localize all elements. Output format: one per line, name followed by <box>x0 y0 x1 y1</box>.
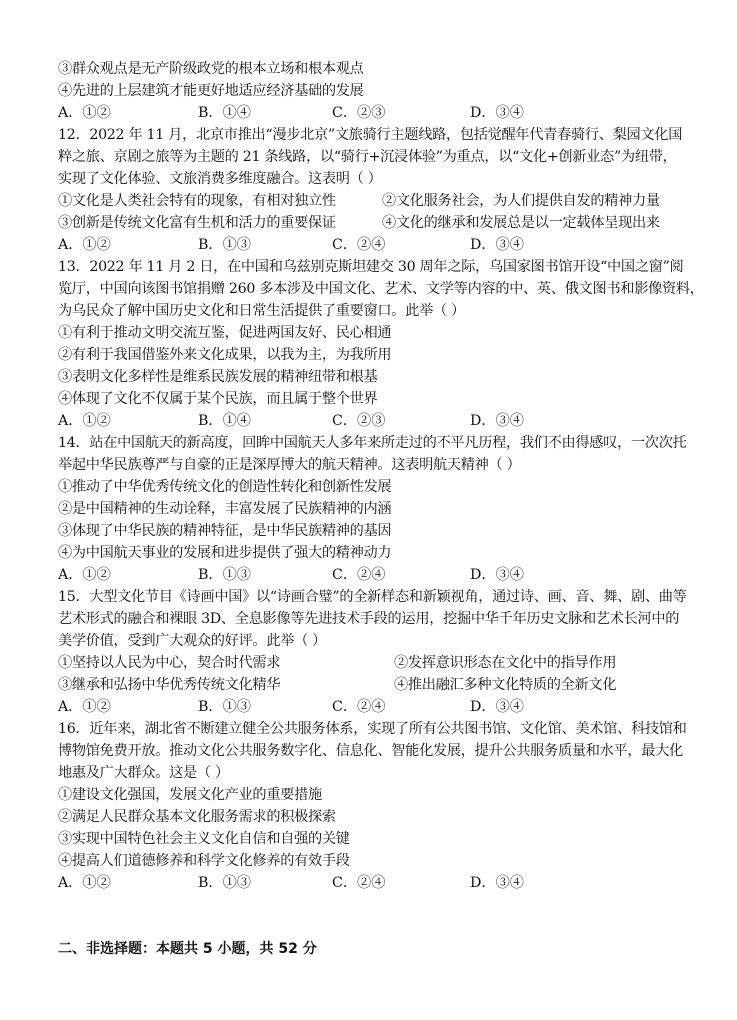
option-a[interactable]: A．①② <box>58 237 111 253</box>
q16-statement-1: ①建设文化强国，发展文化产业的重要措施 <box>58 787 322 803</box>
q12-options <box>58 234 698 254</box>
q16-stem-line-1: 16．近年来，湖北省不断建立健全公共服务体系，实现了所有公共图书馆、文化馆、美术馆、科技馆和 <box>58 721 687 737</box>
q14-statement-1: ①推动了中华优秀传统文化的创造性转化和创新性发展 <box>58 479 392 495</box>
q12-stem-line-3: 实现了文化体验、文旅消费多维度融合。这表明（ ） <box>58 171 382 187</box>
option-a[interactable]: A．①② <box>58 567 111 583</box>
q13-statement-2: ②有利于我国借鉴外来文化成果，以我为主，为我所用 <box>58 347 392 363</box>
q12-statement-1: ①文化是人类社会特有的现象，有相对独立性 <box>58 193 336 209</box>
option-d[interactable]: D．③④ <box>470 567 524 583</box>
q16-options <box>58 872 698 892</box>
option-d[interactable]: D．③④ <box>470 237 524 253</box>
option-c[interactable]: C．②④ <box>332 567 386 583</box>
q16-statement-4: ④提高人们道德修养和科学文化修养的有效手段 <box>58 853 350 869</box>
q14-options <box>58 564 698 584</box>
option-c[interactable]: C．②④ <box>332 699 386 715</box>
q15-stem-line-1: 15．大型文化节目《诗画中国》以“诗画合璧”的全新样态和新颖视角，通过诗、画、音、舞、剧、曲等 <box>58 589 687 605</box>
option-b[interactable]: B．①③ <box>198 567 251 583</box>
q12-statement-4: ④文化的继承和发展总是以一定载体呈现出来 <box>382 215 660 231</box>
option-c[interactable]: C．②④ <box>332 237 386 253</box>
q14-stem-line-1: 14．站在中国航天的新高度，回眸中国航天人多年来所走过的不平凡历程，我们不由得感叹，一次次托 <box>58 435 687 451</box>
q13-options <box>58 410 698 430</box>
prev-statement-3: ③群众观点是无产阶级政党的根本立场和根本观点 <box>58 61 364 77</box>
q14-statement-3: ③体现了中华民族的精神特征，是中华民族精神的基因 <box>58 523 392 539</box>
q12-statements-row-1 <box>58 190 698 210</box>
q12-stem-line-1: 12．2022 年 11 月，北京市推出“漫步北京”文旅骑行主题线路，包括觉醒年代青春骑行、梨园文化国 <box>58 127 683 143</box>
option-a[interactable]: A．①② <box>58 875 111 891</box>
prev-statement-4: ④先进的上层建筑才能更好地适应经济基础的发展 <box>58 83 364 99</box>
option-c[interactable]: C．②③ <box>332 413 386 429</box>
option-a[interactable]: A．①② <box>58 699 111 715</box>
option-c[interactable]: C．②③ <box>332 105 386 121</box>
option-a[interactable]: A．①② <box>58 105 111 121</box>
q13-stem-line-3: 为乌民众了解中国历史文化和日常生活提供了重要窗口。此举（ ） <box>58 303 465 319</box>
q15-stem-line-2: 艺术形式的融合和裸眼 3D、全息影像等先进技术手段的运用，挖掘中华千年历史文脉和艺术长河中的 <box>58 611 680 627</box>
prev-options <box>58 102 698 122</box>
option-d[interactable]: D．③④ <box>470 875 524 891</box>
q13-stem-line-2: 览厅，中国向该图书馆捐赠 260 多本涉及中国文化、艺术、文学等内容的中、英、俄文图书和影像资料， <box>58 281 704 297</box>
option-a[interactable]: A．①② <box>58 413 111 429</box>
q15-statement-4: ④推出融汇多种文化特质的全新文化 <box>394 677 617 693</box>
q12-statements-row-2 <box>58 212 698 232</box>
q15-statement-3: ③继承和弘扬中华优秀传统文化精华 <box>58 677 281 693</box>
option-d[interactable]: D．③④ <box>470 699 524 715</box>
option-d[interactable]: D．③④ <box>470 105 524 121</box>
q13-statement-1: ①有利于推动文明交流互鉴，促进两国友好、民心相通 <box>58 325 392 341</box>
q16-statement-2: ②满足人民群众基本文化服务需求的积极探索 <box>58 809 336 825</box>
option-b[interactable]: B．①③ <box>198 699 251 715</box>
option-c[interactable]: C．②④ <box>332 875 386 891</box>
q15-statements-row-1 <box>58 652 698 672</box>
q12-statement-2: ②文化服务社会，为人们提供自发的精神力量 <box>382 193 660 209</box>
q13-statement-3: ③表明文化多样性是维系民族发展的精神纽带和根基 <box>58 369 378 385</box>
q13-statement-4: ④体现了文化不仅属于某个民族，而且属于整个世界 <box>58 391 378 407</box>
q15-stem-line-3: 美学价值，受到广大观众的好评。此举（ ） <box>58 633 327 649</box>
q14-statement-2: ②是中国精神的生动诠释，丰富发展了民族精神的内涵 <box>58 501 392 517</box>
q15-statements-row-2 <box>58 674 698 694</box>
q14-statement-4: ④为中国航天事业的发展和进步提供了强大的精神动力 <box>58 545 392 561</box>
q15-statement-1: ①坚持以人民为中心，契合时代需求 <box>58 655 281 671</box>
option-d[interactable]: D．③④ <box>470 413 524 429</box>
q16-statement-3: ③实现中国特色社会主义文化自信和自强的关键 <box>58 831 350 847</box>
q13-stem-line-1: 13．2022 年 11 月 2 日，在中国和乌兹别克斯坦建交 30 周年之际，乌国家图书馆开设“中国之窗”阅 <box>58 259 684 275</box>
q15-statement-2: ②发挥意识形态在文化中的指导作用 <box>394 655 617 671</box>
q12-stem-line-2: 粹之旅、京剧之旅等为主题的 21 条线路，以“骑行+沉浸体验”为重点，以“文化+创新业态”为纽带， <box>58 149 677 165</box>
q14-stem-line-2: 举起中华民族尊严与自豪的正是深厚博大的航天精神。这表明航天精神（ ） <box>58 457 521 473</box>
option-b[interactable]: B．①④ <box>198 105 251 121</box>
q16-stem-line-2: 博物馆免费开放。推动文化公共服务数字化、信息化、智能化发展，提升公共服务质量和水平，最大化 <box>58 743 683 759</box>
option-b[interactable]: B．①③ <box>198 237 251 253</box>
q15-options <box>58 696 698 716</box>
q16-stem-line-3: 地惠及广大群众。这是（ ） <box>58 765 229 781</box>
option-b[interactable]: B．①④ <box>198 413 251 429</box>
section-heading: 二、非选择题：本题共 5 小题，共 52 分 <box>58 941 317 957</box>
option-b[interactable]: B．①③ <box>198 875 251 891</box>
q12-statement-3: ③创新是传统文化富有生机和活力的重要保证 <box>58 215 336 231</box>
